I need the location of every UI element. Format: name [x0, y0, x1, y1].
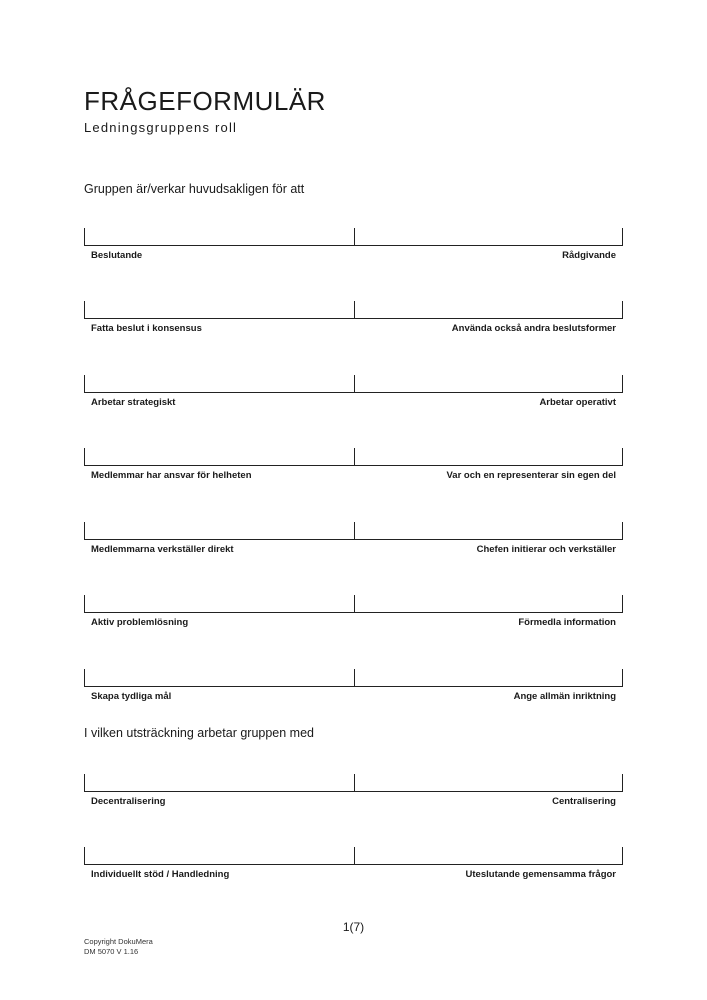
rating-scale[interactable] [84, 774, 623, 792]
scale-right-label: Uteslutande gemensamma frågor [465, 869, 616, 880]
scale-right-label: Använda också andra beslutsformer [451, 323, 616, 334]
scale-left-label: Decentralisering [91, 796, 166, 807]
rating-scale[interactable] [84, 448, 623, 466]
page-subtitle: Ledningsgruppens roll [84, 120, 238, 135]
scale-left-label: Fatta beslut i konsensus [91, 323, 202, 334]
scale-midpoint [354, 847, 355, 865]
scale-midpoint [354, 669, 355, 687]
scale-right-label: Centralisering [552, 796, 616, 807]
scale-midpoint [354, 375, 355, 393]
rating-scale[interactable] [84, 228, 623, 246]
scale-left-label: Skapa tydliga mål [91, 691, 172, 702]
scale-midpoint [354, 228, 355, 246]
scale-midpoint [354, 595, 355, 613]
scale-right-label: Arbetar operativt [539, 397, 616, 408]
scale-right-label: Rådgivande [562, 250, 616, 261]
scale-left-label: Individuellt stöd / Handledning [91, 869, 230, 880]
rating-scale[interactable] [84, 375, 623, 393]
rating-scale[interactable] [84, 595, 623, 613]
rating-scale[interactable] [84, 847, 623, 865]
copyright-text: Copyright DokuMera [84, 937, 153, 946]
scale-left-label: Aktiv problemlösning [91, 617, 189, 628]
scale-right-label: Förmedla information [518, 617, 616, 628]
rating-scale[interactable] [84, 522, 623, 540]
scale-right-label: Var och en representerar sin egen del [446, 470, 616, 481]
scale-right-label: Ange allmän inriktning [513, 691, 616, 702]
rating-scale[interactable] [84, 669, 623, 687]
scale-midpoint [354, 448, 355, 466]
scale-left-label: Medlemmarna verkställer direkt [91, 544, 234, 555]
rating-scale[interactable] [84, 301, 623, 319]
scale-right-label: Chefen initierar och verkställer [476, 544, 616, 555]
scale-midpoint [354, 774, 355, 792]
section-2-label: I vilken utsträckning arbetar gruppen med [84, 726, 314, 740]
scale-left-label: Medlemmar har ansvar för helheten [91, 470, 252, 481]
scale-midpoint [354, 301, 355, 319]
scale-left-label: Beslutande [91, 250, 143, 261]
document-id: DM 5070 V 1.16 [84, 947, 139, 956]
section-1-label: Gruppen är/verkar huvudsakligen för att [84, 182, 305, 196]
scale-midpoint [354, 522, 355, 540]
page-number: 1(7) [342, 920, 365, 934]
page-title: FRÅGEFORMULÄR [84, 86, 326, 116]
scale-left-label: Arbetar strategiskt [91, 397, 176, 408]
